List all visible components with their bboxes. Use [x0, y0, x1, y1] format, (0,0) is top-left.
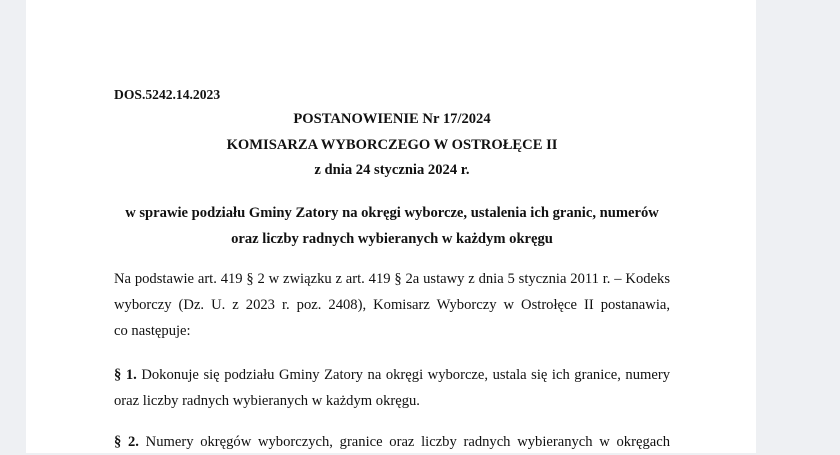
- document-subject-line-1: w sprawie podziału Gminy Zatory na okręgi wyborcze, ustalenia ich granic, numerów: [125, 205, 659, 221]
- preamble-line-3: co następuje:: [114, 323, 191, 339]
- section-1-first-line: [114, 362, 670, 388]
- document-subject-line-2: oraz liczby radnych wybieranych w każdym okręgu: [231, 231, 553, 247]
- section-2-label: § 2.: [114, 434, 139, 450]
- section-1-label: § 1.: [114, 367, 137, 383]
- section-2-paragraph: [114, 429, 670, 455]
- preamble-line-1: Na podstawie art. 419 § 2 w związku z art. 419 § 2a ustawy z dnia 5 stycznia 2011 r. – Kodeks: [114, 271, 670, 287]
- section-2-first-line: [114, 429, 670, 455]
- section-1-line-2: oraz liczby radnych wybieranych w każdym okręgu.: [114, 393, 420, 409]
- document-title: POSTANOWIENIE Nr 17/2024: [293, 111, 491, 127]
- section-1-paragraph: [114, 362, 670, 414]
- document-issuer: KOMISARZA WYBORCZEGO W OSTROŁĘCE II: [226, 137, 558, 153]
- document-page: [26, 0, 756, 453]
- preamble-paragraph: [114, 266, 670, 344]
- section-1-text-1: Dokonuje się podziału Gminy Zatory na okręgi wyborcze, ustala się ich granice, numery: [141, 367, 670, 383]
- section-2-text-1: Numery okręgów wyborczych, granice oraz liczby radnych wybieranych w okręgach: [145, 434, 670, 450]
- preamble-line-2: wyborczy (Dz. U. z 2023 r. poz. 2408), Komisarz Wyborczy w Ostrołęce II postanawia,: [114, 297, 670, 313]
- document-reference: DOS.5242.14.2023: [114, 87, 221, 102]
- document-date: z dnia 24 stycznia 2024 r.: [314, 162, 470, 178]
